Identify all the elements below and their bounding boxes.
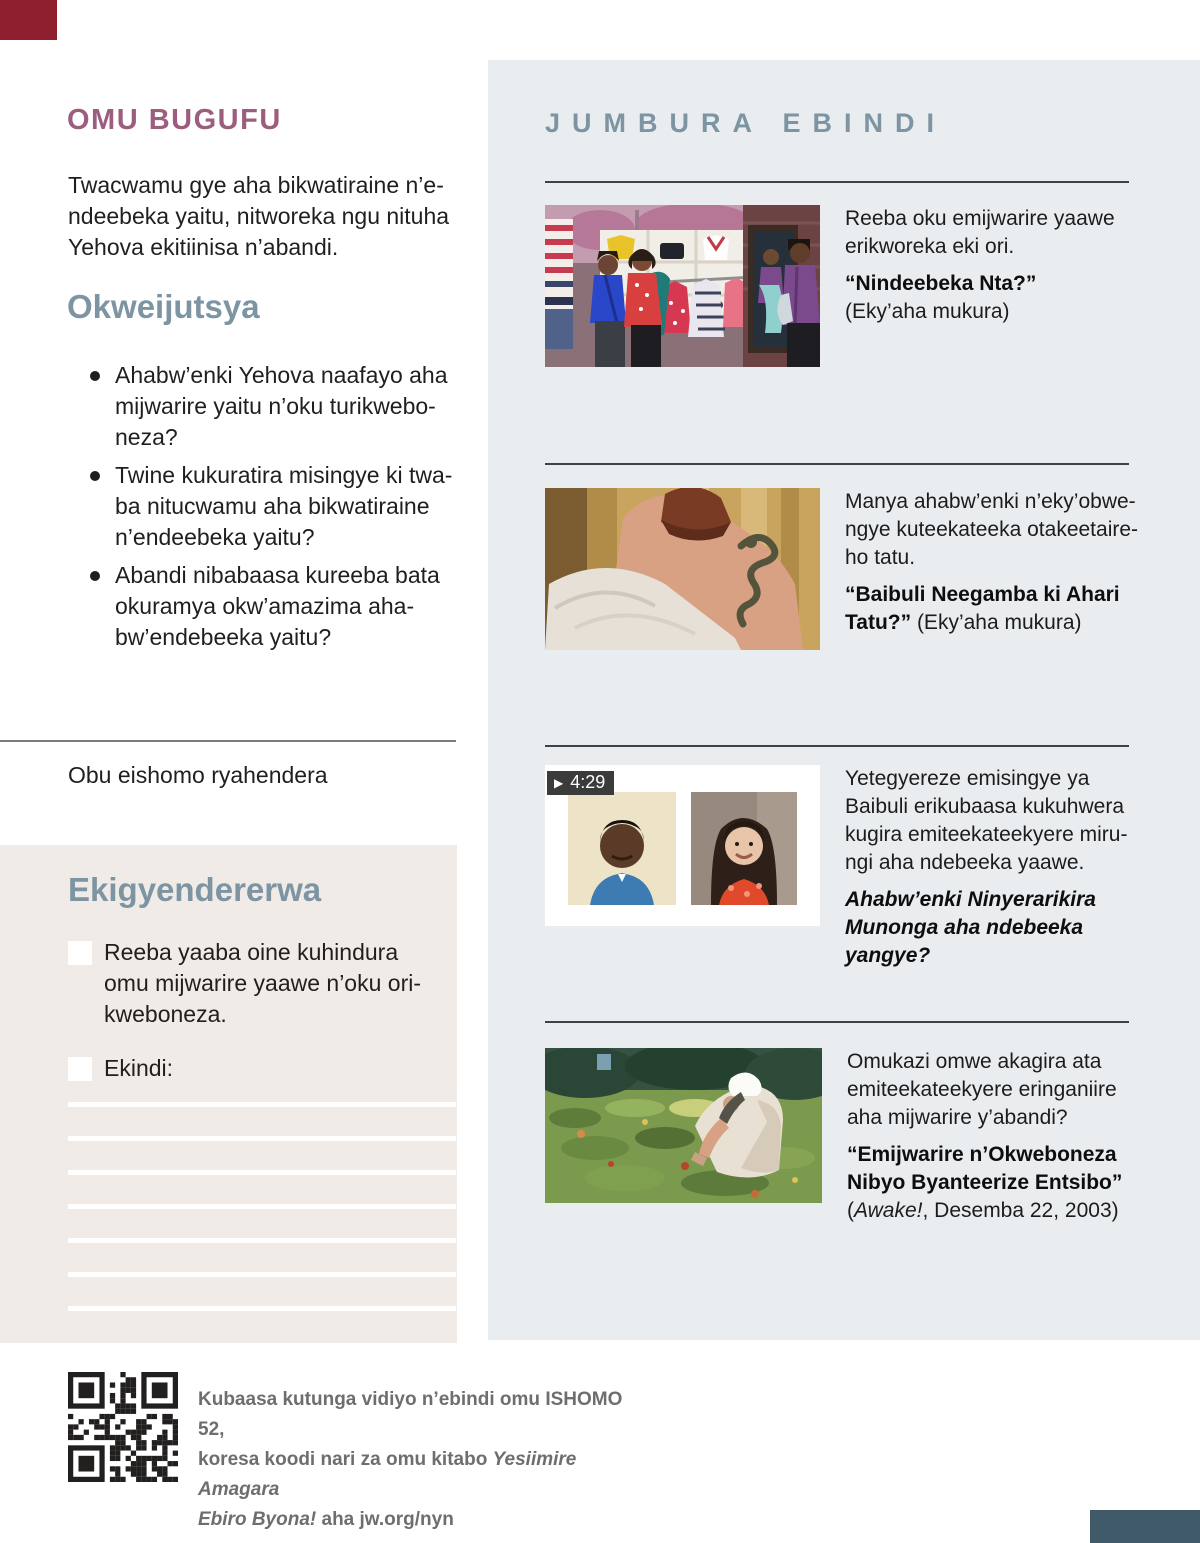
questions-title: Okweijutsya — [67, 288, 260, 325]
section-body: Omukazi omwe akagira ata emiteekateekyere eringaniire aha mijwarire y’abandi? — [847, 1050, 1117, 1129]
media-section — [545, 205, 1147, 367]
summary-title: OMU BUGUFU — [67, 104, 282, 136]
media-panel — [488, 60, 1200, 1340]
question-text: Ahabw’enki Yehova naafayo aha mijwarire yaitu n’oku turikwebo- neza? — [115, 362, 448, 450]
section-text — [845, 205, 1147, 367]
divider — [545, 745, 1129, 747]
question-text: Twine kukuratira misingye ki twa- ba nitucwamu aha bikwatiraine n’endeebeka yaitu? — [115, 462, 453, 550]
bullet-icon — [90, 371, 100, 381]
video-duration: 4:29 — [570, 772, 606, 792]
goal-item-other — [68, 1053, 173, 1084]
section-reference: “Baibuli Neegamba ki Ahari Tatu?” (Eky’aha mukura) — [845, 583, 1120, 634]
question-text: Abandi nibabaasa kureeba bata okuramya okw’amazima aha- bw’endebeeka yaitu? — [115, 562, 440, 650]
section-reference: “Emijwarire n’Okweboneza Nibyo Byanteerize Entsibo” (Awake!, Desemba 22, 2003) — [847, 1141, 1149, 1225]
media-section — [545, 488, 1147, 650]
questions-list — [90, 360, 470, 660]
video-title: Ahabw’enki Ninyerarikira Munonga aha ndebeeka yangye? — [845, 888, 1096, 967]
footer — [68, 1372, 638, 1535]
section-text — [847, 1048, 1149, 1225]
section-body: Yetegyereze emisingye ya Baibuli erikubaasa kukuhwera kugira emiteekateekyere miru- ngi aha ndebeeka yaawe. — [845, 767, 1128, 874]
question-item — [90, 360, 470, 453]
divider — [545, 181, 1129, 183]
qr-code — [68, 1372, 178, 1482]
summary-text: Twacwamu gye aha bikwatiraine n’e- ndeebeka yaitu, nitworeka ngu nituha Yehova ekitiinisa n’abandi. — [68, 172, 450, 260]
write-line[interactable] — [68, 1238, 456, 1243]
media-section — [545, 1048, 1149, 1225]
goal-item-text: Reeba yaaba oine kuhindura omu mijwarire yaawe n’oku ori- kweboneza. — [104, 939, 421, 1027]
play-icon: ▶ — [554, 775, 564, 790]
footer-note: Kubaasa kutunga vidiyo n’ebindi omu ISHOMO 52, koresa koodi nari za omu kitabo Yesiimire Amagara Ebiro Byona! aha jw.org/nyn — [198, 1389, 623, 1530]
lesson-corner-tab — [0, 0, 57, 40]
panel-title: JUMBURA EBINDI — [545, 108, 947, 138]
qr-code-image — [68, 1372, 178, 1482]
write-line[interactable] — [68, 1102, 456, 1107]
section-body: Reeba oku emijwarire yaawe erikworeka eki ori. — [845, 207, 1115, 258]
media-section — [545, 765, 1147, 970]
page-corner-tab — [1090, 1510, 1200, 1543]
divider — [545, 1021, 1129, 1023]
woman-in-field-image — [545, 1048, 822, 1203]
bullet-icon — [90, 571, 100, 581]
write-line[interactable] — [68, 1204, 456, 1209]
write-line[interactable] — [68, 1170, 456, 1175]
goal-item-text: Ekindi: — [104, 1055, 174, 1081]
video-duration-badge — [547, 771, 614, 795]
checkbox[interactable] — [68, 941, 92, 965]
goal-item — [68, 937, 421, 1030]
clothing-store-image — [545, 205, 820, 367]
bullet-icon — [90, 471, 100, 481]
write-line[interactable] — [68, 1272, 456, 1277]
divider — [0, 740, 456, 742]
goal-box — [0, 845, 457, 1343]
question-item — [90, 560, 470, 653]
after-study-label: Obu eishomo ryahendera — [68, 762, 328, 788]
tattoo-shoulder-image — [545, 488, 820, 650]
video-portrait-man — [568, 792, 676, 905]
divider — [545, 463, 1129, 465]
section-reference: “Nindeebeka Nta?” (Eky’aha mukura) — [845, 272, 1037, 323]
section-source: (Awake!, Desemba 22, 2003) — [847, 1199, 1119, 1222]
video-thumbnail[interactable] — [545, 765, 820, 926]
question-item — [90, 460, 470, 553]
checkbox[interactable] — [68, 1057, 92, 1081]
section-text — [845, 488, 1147, 650]
goal-title: Ekigyendererwa — [68, 871, 322, 908]
video-portrait-woman — [691, 792, 797, 905]
write-line[interactable] — [68, 1306, 456, 1311]
write-line[interactable] — [68, 1136, 456, 1141]
section-text — [845, 765, 1147, 970]
section-body: Manya ahabw’enki n’eky’obwe- ngye kuteekateeka otakeetaire- ho tatu. — [845, 490, 1139, 569]
